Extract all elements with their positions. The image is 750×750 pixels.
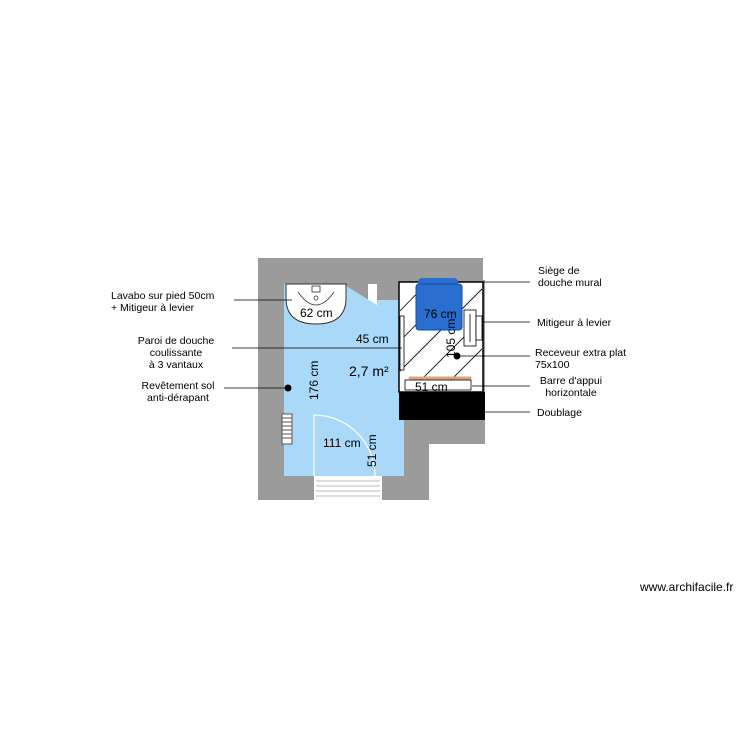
svg-text:Revêtement sol: Revêtement sol xyxy=(141,380,215,392)
shower xyxy=(399,278,485,420)
dim-shower-depth: 105 cm xyxy=(444,318,458,358)
svg-text:Paroi de douche: Paroi de douche xyxy=(137,335,215,347)
room-area: 2,7 m² xyxy=(349,363,389,379)
dim-lavabo: 62 cm xyxy=(300,306,333,320)
svg-text:Lavabo sur pied 50cm: Lavabo sur pied 50cm xyxy=(111,290,215,302)
svg-text:anti-dérapant: anti-dérapant xyxy=(147,392,209,404)
watermark: www.archifacile.fr xyxy=(640,580,734,594)
svg-text:75x100: 75x100 xyxy=(535,359,570,371)
callout-revetement xyxy=(142,380,215,404)
doublage-block xyxy=(399,392,485,420)
svg-text:horizontale: horizontale xyxy=(545,387,597,399)
callout-paroi xyxy=(138,335,215,371)
dim-shower-width: 76 cm xyxy=(424,307,457,321)
dim-room-length: 176 cm xyxy=(307,360,321,400)
shower-screen xyxy=(400,316,404,370)
svg-text:douche mural: douche mural xyxy=(538,277,602,289)
callout-mitigeur xyxy=(537,317,612,329)
callout-receveur xyxy=(535,347,626,371)
callout-barre xyxy=(540,375,602,399)
callout-siege xyxy=(538,265,602,289)
dim-shower-bottom: 51 cm xyxy=(415,380,448,394)
svg-text:Siège de: Siège de xyxy=(538,265,580,277)
svg-text:à 3 vantaux: à 3 vantaux xyxy=(148,359,204,371)
callout-lavabo xyxy=(111,290,215,314)
dim-passage: 45 cm xyxy=(356,332,389,346)
callout-doublage xyxy=(537,407,582,419)
dim-room-width: 111 cm xyxy=(323,436,361,450)
radiator xyxy=(282,414,292,444)
dim-door: 51 cm xyxy=(365,434,379,467)
wall-gap-top xyxy=(368,258,377,284)
revetement-marker xyxy=(285,385,292,392)
svg-text:Receveur extra plat: Receveur extra plat xyxy=(535,347,627,359)
svg-text:+ Mitigeur à levier: + Mitigeur à levier xyxy=(111,302,195,314)
svg-text:coulissante: coulissante xyxy=(149,347,203,359)
svg-text:Doublage: Doublage xyxy=(537,407,582,419)
svg-text:Barre d'appui: Barre d'appui xyxy=(539,375,603,387)
svg-text:Mitigeur à levier: Mitigeur à levier xyxy=(537,317,612,329)
